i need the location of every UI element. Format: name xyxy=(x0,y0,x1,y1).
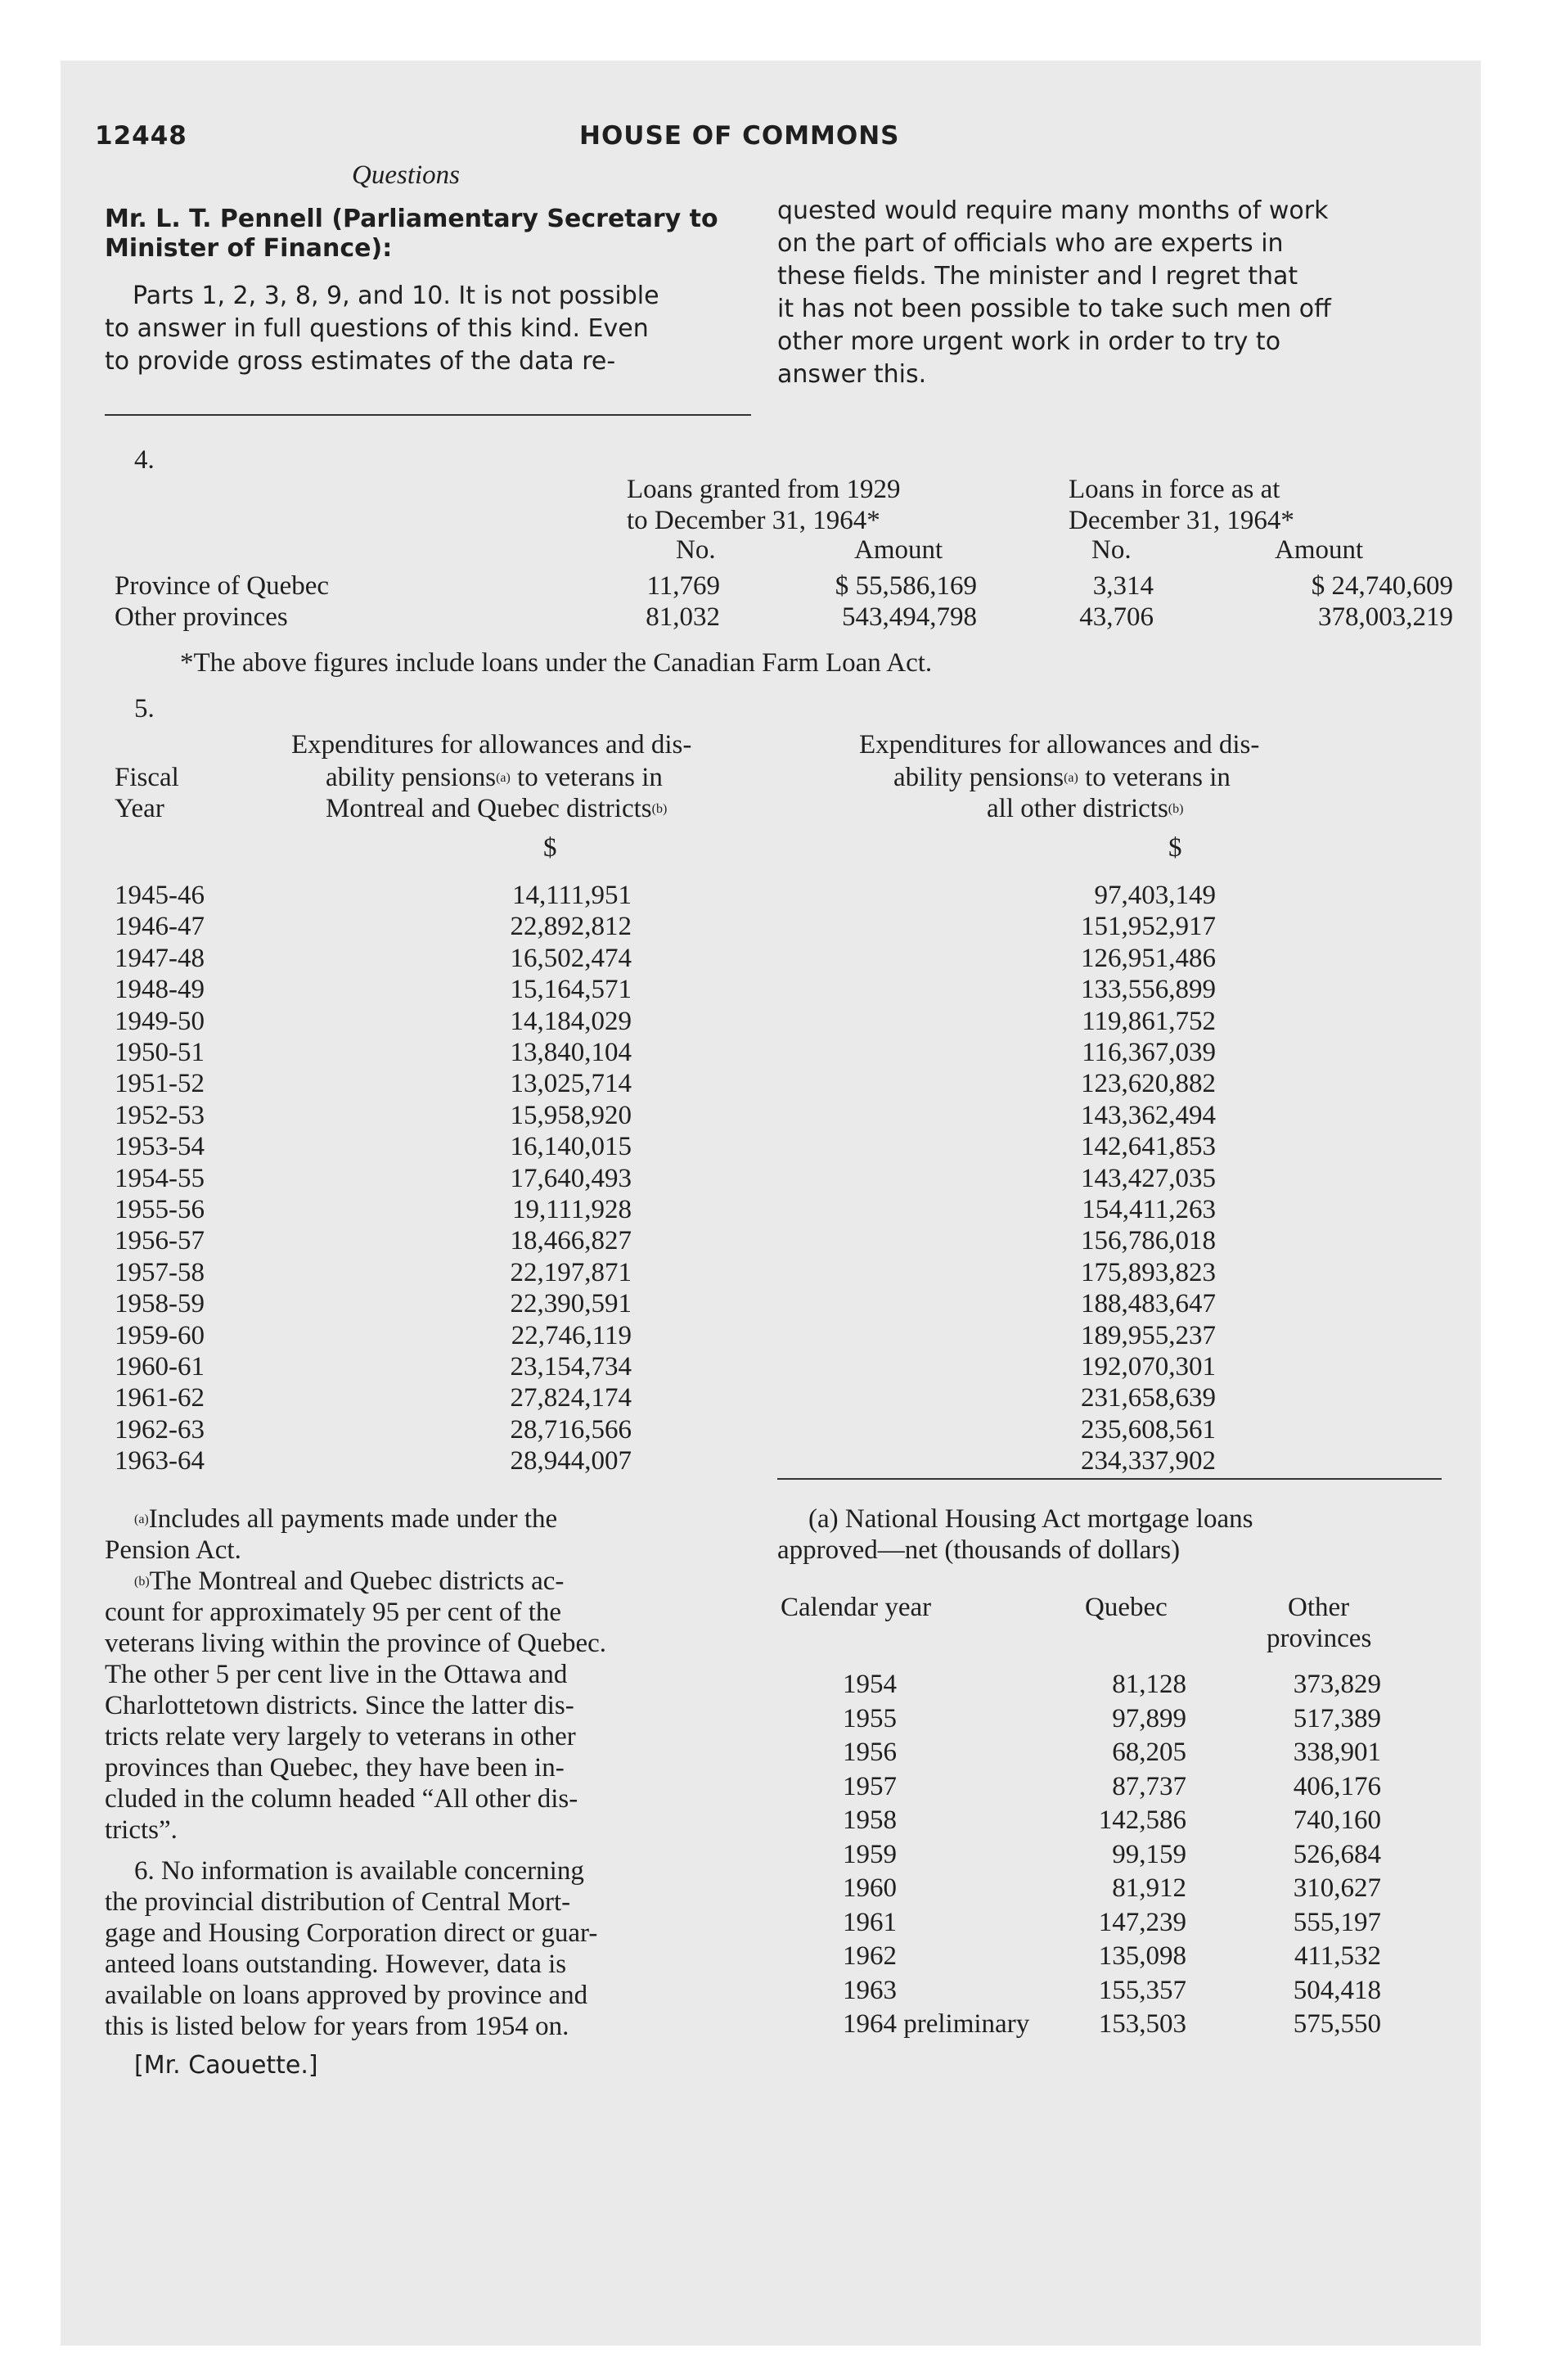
q5-montreal-quebec: 22,746,119 xyxy=(511,1320,632,1350)
q5-currency: $ xyxy=(1168,833,1182,863)
answer-right-line: it has not been possible to take such men off xyxy=(777,295,1331,323)
q5-col2-header: ability pensions$^{(a)}$ to veterans in xyxy=(893,763,1231,792)
nha-year: 1964 preliminary xyxy=(843,2009,1030,2039)
q4-cell-amount: $ 24,740,609 xyxy=(1311,571,1453,601)
nha-quebec: 142,586 xyxy=(1098,1805,1186,1835)
q6-line: this is listed below for years from 1954 on. xyxy=(105,2012,569,2041)
q5-other: 234,337,902 xyxy=(1081,1446,1216,1476)
q5-other: 188,483,647 xyxy=(1081,1289,1216,1319)
q5-other: 189,955,237 xyxy=(1081,1320,1216,1350)
q6-line: gage and Housing Corporation direct or guar- xyxy=(105,1918,598,1948)
q4-col-amount: Amount xyxy=(1275,535,1364,565)
q5-year: 1946-47 xyxy=(115,912,205,942)
q4-cell-no: 11,769 xyxy=(646,571,720,601)
nha-other: 740,160 xyxy=(1293,1805,1381,1835)
footnote-b-line: cluded in the column headed “All other dis- xyxy=(105,1784,578,1814)
section-heading: Questions xyxy=(352,160,460,190)
q5-year: 1958-59 xyxy=(115,1289,205,1319)
q5-montreal-quebec: 16,140,015 xyxy=(510,1132,632,1162)
q4-group2-header: Loans in force as at xyxy=(1069,475,1280,504)
nha-other: 411,532 xyxy=(1294,1941,1381,1971)
q4-cell-no: 3,314 xyxy=(1092,571,1154,601)
q5-currency: $ xyxy=(543,833,557,863)
q4-col-amount: Amount xyxy=(854,535,943,565)
nha-year: 1963 xyxy=(843,1975,897,2005)
nha-other: 555,197 xyxy=(1293,1907,1381,1937)
q5-montreal-quebec: 16,502,474 xyxy=(510,943,632,973)
q4-footnote: *The above figures include loans under the Canadian Farm Loan Act. xyxy=(180,648,933,678)
nha-quebec: 99,159 xyxy=(1112,1839,1186,1869)
footnote-mark-b: (b) xyxy=(1168,802,1184,816)
q5-other: 156,786,018 xyxy=(1081,1226,1216,1256)
nha-year: 1956 xyxy=(843,1738,897,1767)
answer-left-line: to provide gross estimates of the data re- xyxy=(105,347,616,376)
answer-right-line: other more urgent work in order to try to xyxy=(777,327,1281,356)
q5-fiscal-header: Fiscal xyxy=(115,763,179,792)
q5-montreal-quebec: 14,111,951 xyxy=(511,881,632,910)
nha-year: 1959 xyxy=(843,1839,897,1869)
q4-cell-amount: 543,494,798 xyxy=(842,602,977,632)
nha-quebec: 81,128 xyxy=(1112,1670,1186,1699)
q4-cell-no: 43,706 xyxy=(1079,602,1154,632)
q5-year: 1950-51 xyxy=(115,1038,205,1067)
q5-other: 126,951,486 xyxy=(1081,943,1216,973)
nha-other: 373,829 xyxy=(1293,1670,1381,1699)
q5-other: 235,608,561 xyxy=(1081,1414,1216,1445)
q4-cell-amount: 378,003,219 xyxy=(1318,602,1453,632)
q5-year: 1956-57 xyxy=(115,1226,205,1256)
nha-other: 406,176 xyxy=(1293,1771,1381,1801)
nha-other: 526,684 xyxy=(1293,1839,1381,1869)
q5-other: 192,070,301 xyxy=(1081,1352,1216,1382)
footnote-b-line: The other 5 per cent live in the Ottawa and xyxy=(105,1660,568,1689)
nha-year: 1955 xyxy=(843,1703,897,1733)
answer-left-line: to answer in full questions of this kind. Even xyxy=(105,314,649,343)
footnote-b-line: veterans living within the province of Quebec. xyxy=(105,1629,607,1658)
nha-quebec: 147,239 xyxy=(1098,1907,1186,1937)
nha-year: 1960 xyxy=(843,1873,897,1903)
answer-right-line: answer this. xyxy=(777,360,927,389)
q6-line: anteed loans outstanding. However, data is xyxy=(105,1950,567,1979)
q5-year: 1953-54 xyxy=(115,1132,205,1162)
footnote-mark-a: (a) xyxy=(1064,771,1078,785)
q5-other: 123,620,882 xyxy=(1081,1069,1216,1099)
q5-col2-header: Expenditures for allowances and dis- xyxy=(859,730,1260,760)
q5-year: 1949-50 xyxy=(115,1006,205,1036)
q5-montreal-quebec: 22,892,812 xyxy=(510,912,632,942)
nha-col-year: Calendar year xyxy=(781,1593,932,1622)
q4-row-label: Province of Quebec xyxy=(115,571,330,601)
q4-group1-header: to December 31, 1964* xyxy=(627,506,880,535)
nha-year: 1957 xyxy=(843,1771,897,1801)
speaker-tag: [Mr. Caouette.] xyxy=(134,2051,318,2080)
footnote-b-line: tricts relate very largely to veterans in other xyxy=(105,1722,576,1751)
q5-montreal-quebec: 13,840,104 xyxy=(510,1038,632,1067)
q4-col-no: No. xyxy=(676,535,716,565)
page-header-title: HOUSE OF COMMONS xyxy=(579,121,900,151)
nha-quebec: 81,912 xyxy=(1112,1873,1186,1903)
q5-year: 1955-56 xyxy=(115,1195,205,1224)
q5-montreal-quebec: 22,390,591 xyxy=(510,1289,632,1319)
q5-year: 1963-64 xyxy=(115,1446,205,1476)
q6-line: 6. No information is available concerning xyxy=(134,1856,584,1886)
nha-other: 517,389 xyxy=(1293,1703,1381,1733)
footnote-mark-a: (a) xyxy=(134,1512,149,1526)
q5-year: 1959-60 xyxy=(115,1320,205,1350)
q5-other: 154,411,263 xyxy=(1082,1195,1216,1224)
q5-other: 142,641,853 xyxy=(1081,1132,1216,1162)
q5-fiscal-header: Year xyxy=(115,794,164,823)
nha-year: 1962 xyxy=(843,1941,897,1971)
nha-year: 1961 xyxy=(843,1907,897,1937)
q5-other: 119,861,752 xyxy=(1082,1006,1216,1036)
q5-year: 1961-62 xyxy=(115,1383,205,1413)
answer-speaker: Mr. L. T. Pennell (Parliamentary Secretary to Minister of Finance): xyxy=(105,205,718,263)
nha-other: 504,418 xyxy=(1293,1975,1381,2005)
q6-line: the provincial distribution of Central Mort- xyxy=(105,1887,571,1917)
q5-other: 97,403,149 xyxy=(1094,881,1216,910)
q5-year: 1960-61 xyxy=(115,1352,205,1382)
answer-left-line: Parts 1, 2, 3, 8, 9, and 10. It is not possible xyxy=(133,282,659,310)
nha-quebec: 135,098 xyxy=(1098,1941,1186,1971)
q5-montreal-quebec: 15,958,920 xyxy=(510,1100,632,1130)
q5-montreal-quebec: 18,466,827 xyxy=(510,1226,632,1256)
nha-quebec: 153,503 xyxy=(1098,2009,1186,2039)
footnote-a-line: $^{(a)}$Includes all payments made under the xyxy=(134,1504,558,1534)
nha-rule xyxy=(777,1478,1442,1480)
nha-quebec: 87,737 xyxy=(1112,1771,1186,1801)
q5-montreal-quebec: 23,154,734 xyxy=(510,1352,632,1382)
footnote-b-line: Charlottetown districts. Since the latter dis- xyxy=(105,1691,574,1720)
q4-row-label: Other provinces xyxy=(115,602,288,632)
q5-montreal-quebec: 19,111,928 xyxy=(511,1195,632,1224)
q5-number: 5. xyxy=(134,694,155,723)
q5-col2-header: all other districts$^{(b)}$ xyxy=(987,794,1184,823)
nha-other: 310,627 xyxy=(1293,1873,1381,1903)
q5-year: 1952-53 xyxy=(115,1100,205,1130)
q5-year: 1948-49 xyxy=(115,975,205,1005)
answer-right-line: these fields. The minister and I regret that xyxy=(777,262,1298,291)
q5-montreal-quebec: 28,716,566 xyxy=(510,1414,632,1445)
footnote-b-line: $^{(b)}$The Montreal and Quebec districts ac- xyxy=(134,1566,565,1596)
nha-title: (a) National Housing Act mortgage loans xyxy=(808,1504,1253,1534)
q5-montreal-quebec: 15,164,571 xyxy=(510,975,632,1005)
q6-line: available on loans approved by province and xyxy=(105,1981,588,2010)
q5-year: 1945-46 xyxy=(115,881,205,910)
nha-title: approved—net (thousands of dollars) xyxy=(777,1535,1181,1565)
q5-montreal-quebec: 27,824,174 xyxy=(510,1383,632,1413)
nha-quebec: 97,899 xyxy=(1112,1703,1186,1733)
footnote-mark-b: (b) xyxy=(134,1575,150,1589)
footnote-b-line: provinces than Quebec, they have been in- xyxy=(105,1753,565,1783)
q4-col-no: No. xyxy=(1091,535,1132,565)
q5-montreal-quebec: 17,640,493 xyxy=(510,1163,632,1193)
q5-montreal-quebec: 14,184,029 xyxy=(510,1006,632,1036)
q5-other: 133,556,899 xyxy=(1081,975,1216,1005)
footnote-mark-a: (a) xyxy=(496,771,511,785)
q4-group2-header: December 31, 1964* xyxy=(1069,506,1294,535)
nha-quebec: 155,357 xyxy=(1098,1975,1186,2005)
q5-col1-header: Expenditures for allowances and dis- xyxy=(291,730,692,760)
nha-col-other: Other xyxy=(1288,1593,1350,1622)
nha-quebec: 68,205 xyxy=(1112,1738,1186,1767)
q5-other: 116,367,039 xyxy=(1082,1038,1216,1067)
q5-col1-header: ability pensions$^{(a)}$ to veterans in xyxy=(326,763,663,792)
q5-year: 1957-58 xyxy=(115,1257,205,1287)
footnote-a-line: Pension Act. xyxy=(105,1535,241,1565)
q5-year: 1954-55 xyxy=(115,1163,205,1193)
nha-other: 338,901 xyxy=(1293,1738,1381,1767)
q4-cell-no: 81,032 xyxy=(646,602,720,632)
answer-right-line: quested would require many months of work xyxy=(777,196,1329,225)
footnote-b-line: count for approximately 95 per cent of the xyxy=(105,1598,562,1627)
nha-other: 575,550 xyxy=(1293,2009,1381,2039)
q4-number: 4. xyxy=(134,445,155,475)
nha-col-other: provinces xyxy=(1267,1624,1372,1653)
q4-group1-header: Loans granted from 1929 xyxy=(627,475,901,504)
footnote-mark-b: (b) xyxy=(651,802,668,816)
q5-year: 1951-52 xyxy=(115,1069,205,1099)
q5-montreal-quebec: 22,197,871 xyxy=(510,1257,632,1287)
footnote-b-line: tricts”. xyxy=(105,1815,178,1845)
q5-col1-header: Montreal and Quebec districts$^{(b)}$ xyxy=(326,794,668,823)
nha-year: 1958 xyxy=(843,1805,897,1835)
section-rule xyxy=(105,414,751,416)
q5-montreal-quebec: 28,944,007 xyxy=(510,1446,632,1476)
q5-other: 175,893,823 xyxy=(1081,1257,1216,1287)
q5-montreal-quebec: 13,025,714 xyxy=(510,1069,632,1099)
q5-year: 1962-63 xyxy=(115,1414,205,1445)
q5-other: 231,658,639 xyxy=(1081,1383,1216,1413)
nha-year: 1954 xyxy=(843,1670,897,1699)
q4-cell-amount: $ 55,586,169 xyxy=(835,571,977,601)
q5-other: 143,427,035 xyxy=(1081,1163,1216,1193)
page-number: 12448 xyxy=(95,121,187,151)
q5-year: 1947-48 xyxy=(115,943,205,973)
answer-right-line: on the part of officials who are experts in xyxy=(777,229,1284,258)
q5-other: 151,952,917 xyxy=(1081,912,1216,942)
q5-other: 143,362,494 xyxy=(1081,1100,1216,1130)
nha-col-quebec: Quebec xyxy=(1085,1593,1168,1622)
